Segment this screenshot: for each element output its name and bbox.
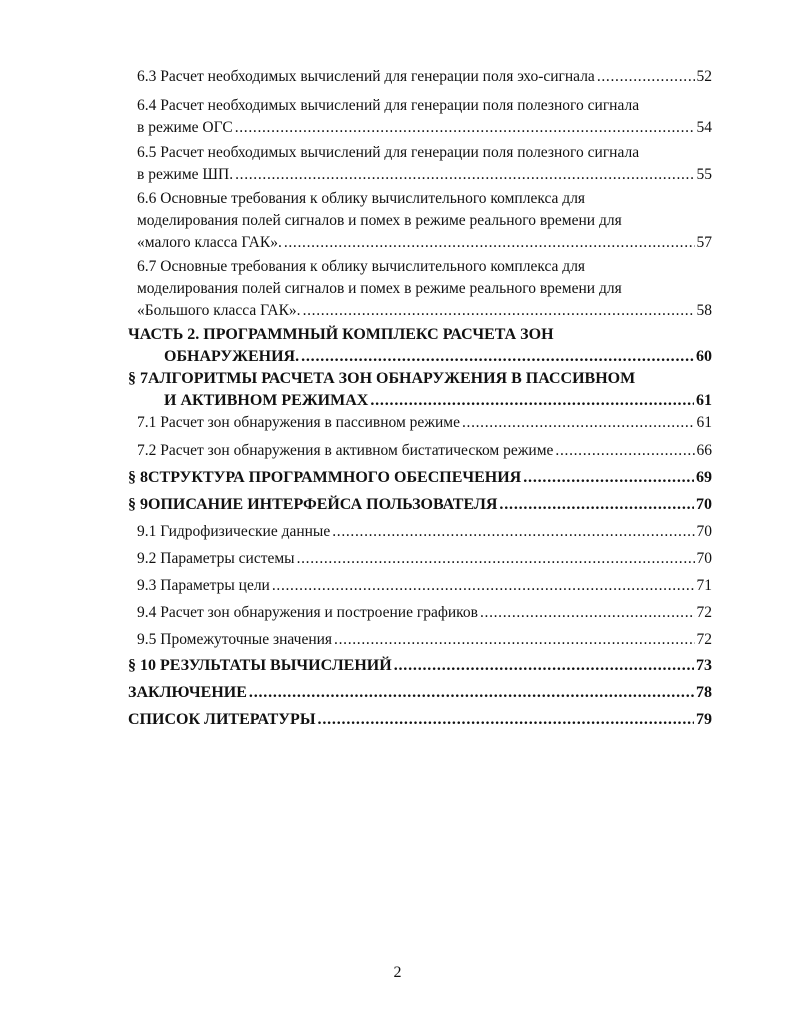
toc-page-number: 66 bbox=[696, 442, 712, 459]
toc-page-number: 70 bbox=[696, 550, 712, 567]
leader-dots bbox=[334, 629, 694, 651]
toc-entry-title: 9.1 Гидрофизические данные bbox=[137, 523, 331, 540]
leader-dots bbox=[303, 300, 695, 322]
toc-page-number: 73 bbox=[696, 657, 712, 674]
leader-dots bbox=[272, 575, 695, 597]
toc-entry-title-cont: «малого класса ГАК». bbox=[137, 234, 282, 251]
toc-entry-title: 9.2 Параметры системы bbox=[137, 550, 295, 567]
toc-page-number: 60 bbox=[696, 348, 712, 365]
toc-entry-9-4 bbox=[137, 602, 712, 624]
leader-dots bbox=[394, 655, 694, 677]
leader-dots bbox=[235, 164, 694, 186]
toc-page-number: 70 bbox=[696, 496, 712, 513]
toc-entry-9-2 bbox=[137, 548, 712, 570]
toc-entry-title: 9.4 Расчет зон обнаружения и построение графиков bbox=[137, 604, 478, 621]
toc-entry-title: § 8СТРУКТУРА ПРОГРАММНОГО ОБЕСПЕЧЕНИЯ bbox=[128, 469, 522, 486]
toc-entry-title: § 9ОПИСАНИЕ ИНТЕРФЕЙСА ПОЛЬЗОВАТЕЛЯ bbox=[128, 496, 498, 513]
leader-dots bbox=[523, 467, 694, 489]
toc-entry-title: ЗАКЛЮЧЕНИЕ bbox=[128, 684, 247, 701]
toc-entry-title: § 10 РЕЗУЛЬТАТЫ ВЫЧИСЛЕНИЙ bbox=[128, 657, 392, 674]
toc-entry-6-7 bbox=[137, 256, 712, 322]
leader-dots bbox=[284, 232, 695, 254]
toc-entry-6-3 bbox=[137, 66, 712, 88]
toc-entry-conclusion bbox=[128, 682, 712, 704]
toc-entry-title-cont: «Большого класса ГАК». bbox=[137, 302, 301, 319]
toc-entry-title-cont: И АКТИВНОМ РЕЖИМАХ bbox=[164, 392, 369, 409]
toc-entry-title: 9.5 Промежуточные значения bbox=[137, 631, 333, 648]
toc-entry-title: 7.2 Расчет зон обнаружения в активном бистатическом режиме bbox=[137, 442, 554, 459]
toc-entry-section-7 bbox=[128, 368, 712, 412]
toc-entry-title: ЧАСТЬ 2. ПРОГРАММНЫЙ КОМПЛЕКС РАСЧЕТА ЗОН bbox=[128, 326, 554, 343]
toc-page-number: 70 bbox=[696, 523, 712, 540]
leader-dots bbox=[301, 346, 694, 368]
toc-entry-title-cont: моделирования полей сигналов и помех в режиме реального времени для bbox=[137, 280, 622, 297]
leader-dots bbox=[297, 548, 695, 570]
toc-entry-9-5 bbox=[137, 629, 712, 651]
leader-dots bbox=[318, 709, 694, 731]
toc-entry-title: 6.3 Расчет необходимых вычислений для генерации поля эхо-сигнала bbox=[137, 68, 595, 85]
toc-page-number: 57 bbox=[696, 234, 712, 251]
toc-entry-title: 6.7 Основные требования к облику вычислительного комплекса для bbox=[137, 258, 586, 275]
toc-entry-title-cont: ОБНАРУЖЕНИЯ. bbox=[164, 348, 300, 365]
toc-page-number: 72 bbox=[696, 604, 712, 621]
leader-dots bbox=[499, 494, 694, 516]
toc-entry-section-9 bbox=[128, 494, 712, 516]
toc-entry-section-8 bbox=[128, 467, 712, 489]
toc-entry-title: 6.6 Основные требования к облику вычислительного комплекса для bbox=[137, 190, 586, 207]
toc-entry-title-cont: в режиме ОГС bbox=[137, 119, 233, 136]
toc-page-number: 61 bbox=[696, 392, 712, 409]
toc-entry-title: 9.3 Параметры цели bbox=[137, 577, 270, 594]
toc-entry-title-cont: в режиме ШП. bbox=[137, 166, 234, 183]
toc-entry-part-2 bbox=[128, 324, 712, 368]
toc-page-number: 58 bbox=[696, 302, 712, 319]
leader-dots bbox=[370, 390, 694, 412]
toc-entry-title: § 7АЛГОРИТМЫ РАСЧЕТА ЗОН ОБНАРУЖЕНИЯ В ПАССИВНОМ bbox=[128, 370, 636, 387]
leader-dots bbox=[555, 440, 694, 462]
toc-entry-9-3 bbox=[137, 575, 712, 597]
leader-dots bbox=[480, 602, 695, 624]
toc-entry-7-1 bbox=[137, 412, 712, 434]
toc-page-number: 54 bbox=[696, 119, 712, 136]
toc-entry-title: 6.5 Расчет необходимых вычислений для генерации поля полезного сигнала bbox=[137, 144, 640, 161]
toc-page-number: 78 bbox=[696, 684, 712, 701]
toc-page-number: 52 bbox=[696, 68, 712, 85]
toc-entry-9-1 bbox=[137, 521, 712, 543]
toc-entry-title: 6.4 Расчет необходимых вычислений для генерации поля полезного сигнала bbox=[137, 97, 640, 114]
toc-entry-title: 7.1 Расчет зон обнаружения в пассивном режиме bbox=[137, 414, 460, 431]
toc-entry-references bbox=[128, 709, 712, 731]
toc-page-number: 71 bbox=[696, 577, 712, 594]
leader-dots bbox=[249, 682, 694, 704]
toc-page-number: 69 bbox=[696, 469, 712, 486]
toc-page-number: 79 bbox=[696, 711, 712, 728]
leader-dots bbox=[332, 521, 694, 543]
toc-page-number: 61 bbox=[696, 414, 712, 431]
toc-entry-title: СПИСОК ЛИТЕРАТУРЫ bbox=[128, 711, 316, 728]
toc-entry-section-10 bbox=[128, 655, 712, 677]
toc-page-number: 72 bbox=[696, 631, 712, 648]
toc-entry-6-6 bbox=[137, 188, 712, 254]
toc-entry-6-4 bbox=[137, 95, 712, 139]
leader-dots bbox=[597, 66, 695, 88]
leader-dots bbox=[462, 412, 695, 434]
leader-dots bbox=[235, 117, 695, 139]
page-number: 2 bbox=[393, 964, 402, 981]
toc-entry-title-cont: моделирования полей сигналов и помех в режиме реального времени для bbox=[137, 212, 622, 229]
toc-page-number: 55 bbox=[696, 166, 712, 183]
toc-entry-7-2 bbox=[137, 440, 712, 462]
toc-entry-6-5 bbox=[137, 142, 712, 186]
